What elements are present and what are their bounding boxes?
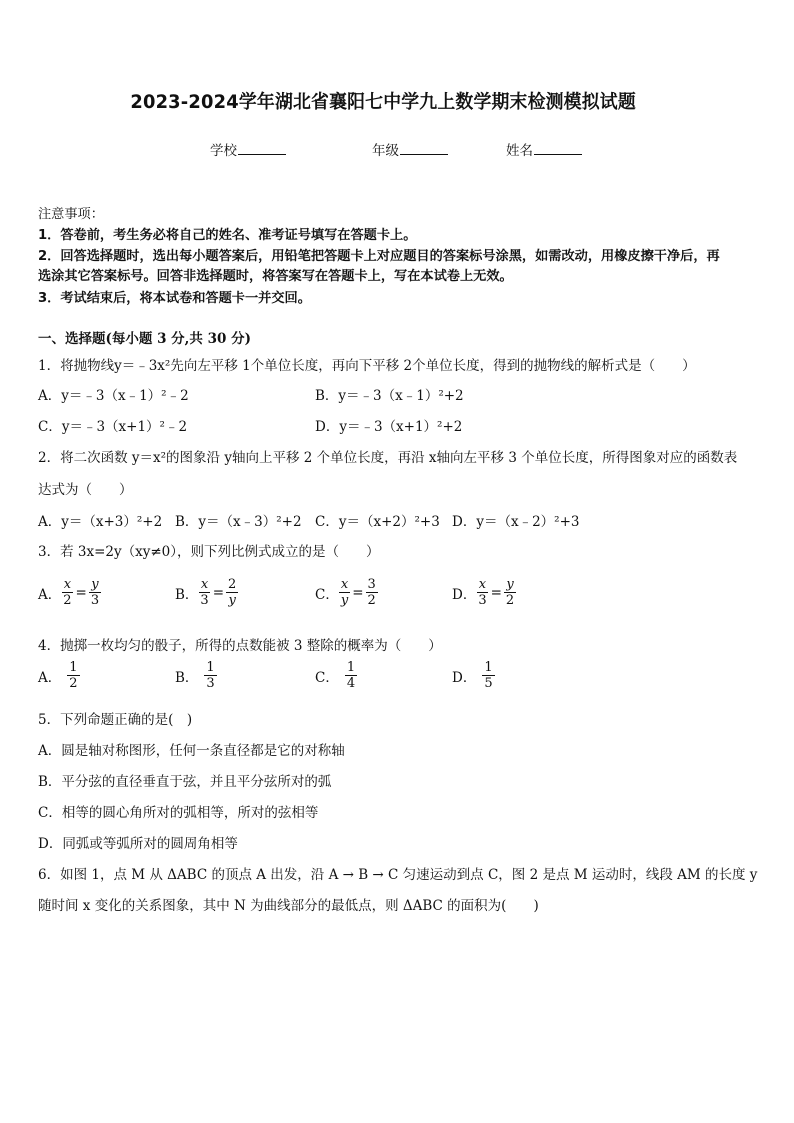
school-field	[210, 139, 286, 159]
fraction-left: $\frac{x}{3}$	[478, 577, 487, 608]
fraction-right: $\frac{y}{2}$	[505, 577, 515, 608]
q2-option-b[interactable]: B．y＝（x﹣3）²+2	[175, 514, 302, 530]
school-label: 学校	[210, 143, 237, 159]
q6-stem-line2: 随时间 x 变化的关系图象，其中 N 为曲线部分的最低点，则 ΔABC 的面积为( )	[38, 898, 539, 914]
q2-stem-line1: 2．将二次函数 y＝x²的图象沿 y轴向上平移 2 个单位长度，再沿 x轴向左平移 3 个单位长度，所得图象对应的函数表	[38, 450, 738, 466]
notice-item-1: 1．答卷前，考生务必将自己的姓名、准考证号填写在答题卡上。	[38, 228, 417, 243]
q2-option-c[interactable]: C．y＝（x+2）²+3	[315, 514, 440, 530]
q1-option-d[interactable]: D．y＝﹣3（x+1）²+2	[315, 419, 463, 435]
q3-option-b[interactable]: B． $\frac{x}{3}$ = $\frac{2}{y}$	[175, 577, 237, 608]
fraction: $\frac{1}{4}$	[346, 660, 356, 691]
fraction: $\frac{1}{2}$	[69, 660, 78, 691]
q5-option-b[interactable]: B．平分弦的直径垂直于弦，并且平分弦所对的弧	[38, 774, 332, 790]
option-label: C．	[315, 586, 339, 603]
q1-stem: 1．将抛物线y＝﹣3x²先向左平移 1个单位长度，再向下平移 2个单位长度，得到的抛物线的解析式是（ ）	[38, 358, 696, 374]
fraction-left: $\frac{x}{y}$	[340, 577, 349, 608]
q5-option-d[interactable]: D．同弧或等弧所对的圆周角相等	[38, 836, 238, 852]
q4-option-d[interactable]: D． $\frac{1}{5}$	[452, 660, 493, 691]
section-heading: 一、选择题(每小题 3 分,共 30 分)	[38, 331, 251, 347]
q3-option-a[interactable]: A． $\frac{x}{2}$ = $\frac{y}{3}$	[38, 577, 100, 608]
q4-option-b[interactable]: B． $\frac{1}{3}$	[175, 660, 215, 691]
fraction: $\frac{1}{3}$	[206, 660, 215, 691]
option-label: D．	[452, 586, 477, 603]
q5-stem: 5．下列命题正确的是( )	[38, 712, 193, 728]
notice-item-2: 2．回答选择题时，选出每小题答案后，用铅笔把答题卡上对应题目的答案标号涂黑，如需改动，用橡皮擦干净后，再	[38, 249, 720, 264]
q2-option-d[interactable]: D．y＝（x﹣2）²+3	[452, 514, 580, 530]
page-title: 2023-2024学年湖北省襄阳七中学九上数学期末检测模拟试题	[130, 92, 636, 113]
notice-item-2-cont: 选涂其它答案标号。回答非选择题时，将答案写在答题卡上，写在本试卷上无效。	[38, 269, 513, 284]
q5-option-a[interactable]: A．圆是轴对称图形，任何一条直径都是它的对称轴	[38, 743, 345, 759]
fraction-right: $\frac{3}{2}$	[367, 577, 376, 608]
name-field	[506, 139, 582, 159]
q4-option-c[interactable]: C． $\frac{1}{4}$	[315, 660, 356, 691]
fraction-right: $\frac{y}{3}$	[90, 577, 100, 608]
option-label: B．	[175, 586, 199, 603]
name-blank[interactable]	[534, 141, 582, 155]
q1-option-a[interactable]: A．y＝﹣3（x﹣1）²﹣2	[38, 388, 189, 404]
grade-field	[372, 139, 448, 159]
q3-option-c[interactable]: C． $\frac{x}{y}$ = $\frac{3}{2}$	[315, 577, 376, 608]
name-label: 姓名	[506, 143, 533, 159]
q1-option-b[interactable]: B．y＝﹣3（x﹣1）²+2	[315, 388, 464, 404]
q6-stem-line1: 6．如图 1，点 M 从 ΔABC 的顶点 A 出发，沿 A → B → C 匀速运动到点 C，图 2 是点 M 运动时，线段 AM 的长度 y	[38, 867, 758, 883]
grade-blank[interactable]	[400, 141, 448, 155]
grade-label: 年级	[372, 143, 399, 159]
school-blank[interactable]	[238, 141, 286, 155]
fraction-left: $\frac{x}{3}$	[200, 577, 209, 608]
q2-stem-line2: 达式为（ ）	[38, 482, 133, 498]
notice-item-3: 3．考试结束后，将本试卷和答题卡一并交回。	[38, 291, 311, 306]
q3-option-d[interactable]: D． $\frac{x}{3}$ = $\frac{y}{2}$	[452, 577, 515, 608]
option-label: A．	[38, 586, 62, 603]
q1-option-c[interactable]: C．y＝﹣3（x+1）²﹣2	[38, 419, 188, 435]
q5-option-c[interactable]: C．相等的圆心角所对的弧相等，所对的弦相等	[38, 805, 319, 821]
fraction-left: $\frac{x}{2}$	[63, 577, 72, 608]
q3-stem: 3．若 3x=2y（xy≠0），则下列比例式成立的是（ ）	[38, 544, 380, 560]
notice-heading: 注意事项：	[38, 207, 104, 222]
q4-option-a[interactable]: A． $\frac{1}{2}$	[38, 660, 78, 691]
q2-option-a[interactable]: A．y＝（x+3）²+2	[38, 514, 163, 530]
fraction-right: $\frac{2}{y}$	[228, 577, 237, 608]
fraction: $\frac{1}{5}$	[484, 660, 493, 691]
q4-stem: 4．抛掷一枚均匀的骰子，所得的点数能被 3 整除的概率为（ ）	[38, 638, 442, 654]
